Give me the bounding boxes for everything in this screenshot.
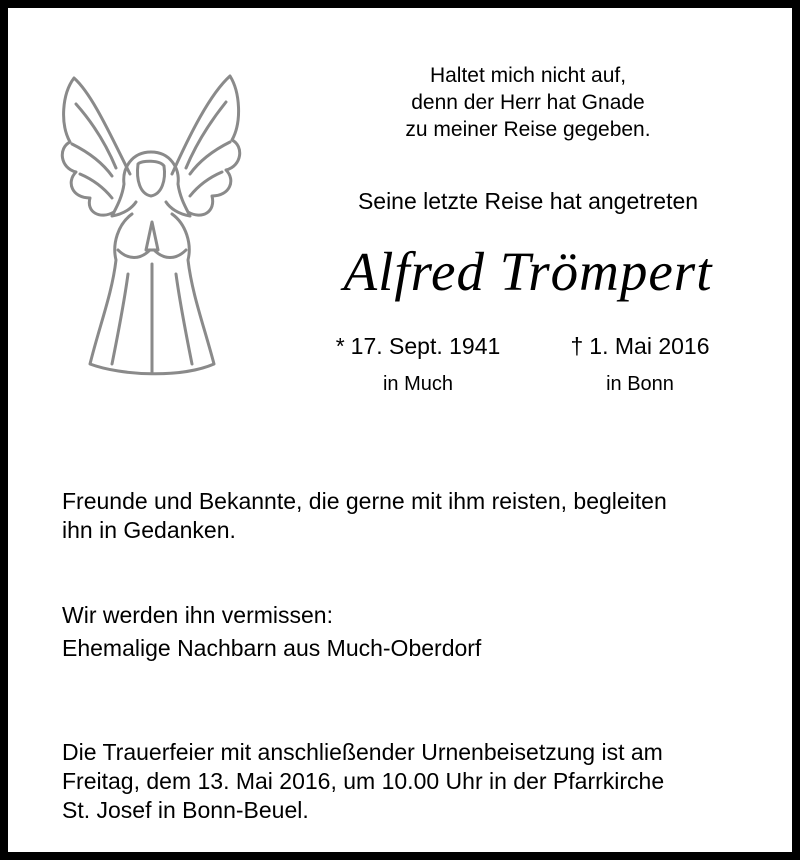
death-date: 1. Mai 2016 xyxy=(589,333,710,359)
paragraph-line: Freunde und Bekannte, die gerne mit ihm reisten, begleiten xyxy=(62,488,667,514)
paragraph-line: Freitag, dem 13. Mai 2016, um 10.00 Uhr in der Pfarrkirche xyxy=(62,768,665,794)
birth-date: 17. Sept. 1941 xyxy=(350,333,501,359)
friends-paragraph xyxy=(62,487,772,545)
birth-star-icon: * xyxy=(335,333,345,359)
death-cross-icon: † xyxy=(570,333,584,359)
verse-line: denn der Herr hat Gnade xyxy=(411,91,645,114)
praying-angel-icon xyxy=(52,64,242,394)
funeral-paragraph xyxy=(62,738,772,825)
intro-line: Seine letzte Reise hat angetreten xyxy=(357,188,699,214)
life-dates xyxy=(308,330,758,410)
birth-info xyxy=(308,330,528,396)
verse-line: Haltet mich nicht auf, xyxy=(429,64,627,87)
paragraph-line: ihn in Gedanken. xyxy=(62,517,236,543)
death-place: in Bonn xyxy=(606,373,674,395)
verse-line: zu meiner Reise gegeben. xyxy=(405,118,651,141)
death-info xyxy=(530,330,750,396)
paragraph-line: St. Josef in Bonn-Beuel. xyxy=(62,797,309,823)
deceased-name: Alfred Trömpert xyxy=(343,241,713,302)
paragraph-line: Die Trauerfeier mit anschließender Urnenbeisetzung ist am xyxy=(62,739,663,765)
bible-verse xyxy=(324,62,732,143)
mourners-paragraph xyxy=(62,599,772,665)
paragraph-line: Wir werden ihn vermissen: xyxy=(62,602,333,628)
signature-line: Ehemalige Nachbarn aus Much-Oberdorf xyxy=(62,635,482,661)
birth-place: in Much xyxy=(382,373,454,395)
